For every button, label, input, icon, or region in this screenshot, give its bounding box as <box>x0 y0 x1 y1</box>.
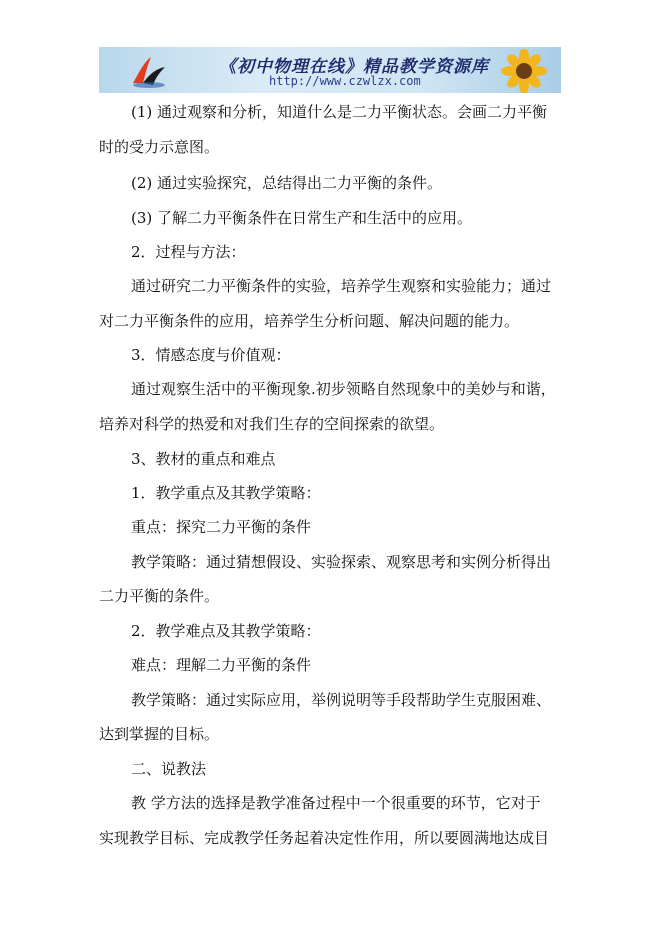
paragraph-line: 教学策略：通过实际应用，举例说明等手段帮助学生克服困难、 <box>131 691 552 709</box>
paragraph-line: 通过观察生活中的平衡现象.初步领略自然现象中的美妙与和谐， <box>131 380 556 398</box>
paragraph-line: (3) 了解二力平衡条件在日常生产和生活中的应用。 <box>131 209 473 227</box>
banner-url: http://www.czwlzx.com <box>269 74 421 88</box>
paragraph-line: 重点：探究二力平衡的条件 <box>131 518 312 536</box>
section-heading: 2．过程与方法： <box>131 243 246 261</box>
paragraph-line: 对二力平衡条件的应用，培养学生分析问题、解决问题的能力。 <box>99 312 520 330</box>
paragraph-line: 教 学方法的选择是教学准备过程中一个很重要的环节，它对于 <box>131 794 541 812</box>
site-logo-icon <box>129 53 169 89</box>
section-heading: 3、教材的重点和难点 <box>131 450 276 468</box>
section-heading: 1．教学重点及其教学策略： <box>131 484 321 502</box>
paragraph-line: 难点：理解二力平衡的条件 <box>131 656 312 674</box>
paragraph-line: 实现教学目标、完成教学任务起着决定性作用，所以要圆满地达成目 <box>99 829 550 847</box>
paragraph-line: 达到掌握的目标。 <box>99 725 220 743</box>
sunflower-icon <box>494 49 554 93</box>
paragraph-line: 时的受力示意图。 <box>99 138 220 156</box>
header-banner <box>99 47 561 93</box>
banner-title: 《初中物理在线》精品教学资源库 <box>219 57 489 77</box>
paragraph-line: 教学策略：通过猜想假设、实验探索、观察思考和实例分析得出 <box>131 553 552 571</box>
paragraph-line: 二力平衡的条件。 <box>99 587 220 605</box>
section-heading: 二、说教法 <box>131 760 207 778</box>
paragraph-line: 培养对科学的热爱和对我们生存的空间探索的欲望。 <box>99 415 445 433</box>
paragraph-line: 通过研究二力平衡条件的实验，培养学生观察和实验能力；通过 <box>131 277 552 295</box>
paragraph-line: (2) 通过实验探究，总结得出二力平衡的条件。 <box>131 174 443 192</box>
section-heading: 2．教学难点及其教学策略： <box>131 622 321 640</box>
paragraph-line: (1) 通过观察和分析，知道什么是二力平衡状态。会画二力平衡 <box>131 103 548 121</box>
section-heading: 3．情感态度与价值观： <box>131 346 291 364</box>
